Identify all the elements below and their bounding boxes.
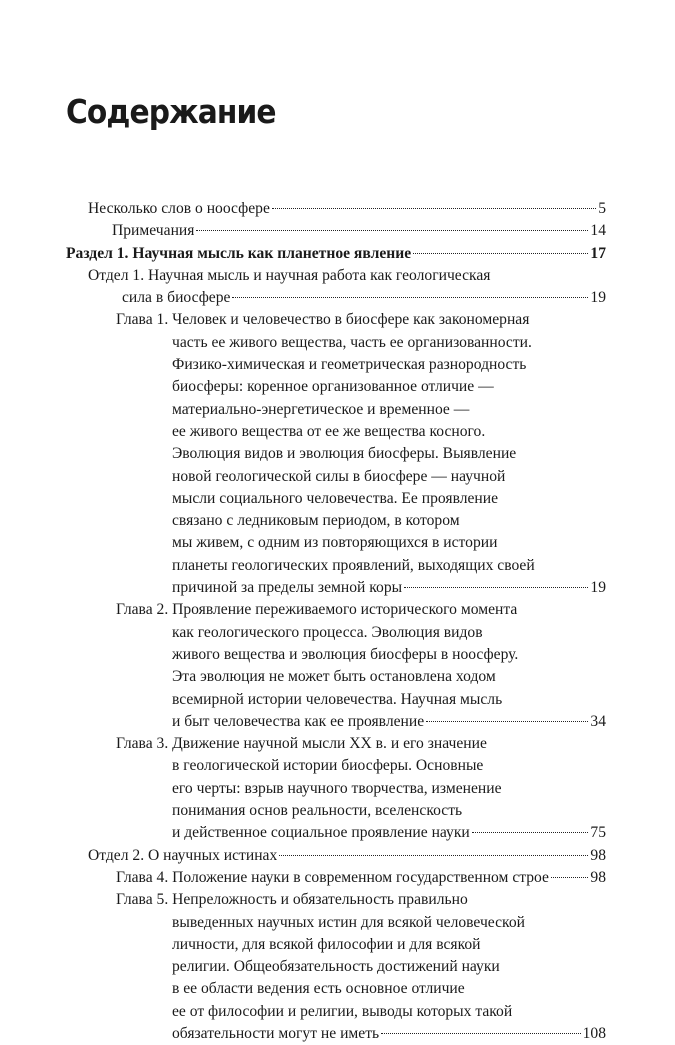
toc-entry-text: Примечания	[112, 222, 195, 240]
toc-entry-text: мы живем, с одним из повторяющихся в истории	[172, 534, 498, 552]
toc-entry[interactable]	[66, 243, 606, 265]
toc-leader-dots	[413, 253, 588, 254]
toc-entry-text: Глава 2. Проявление переживаемого исторического момента	[116, 601, 518, 619]
toc-entry[interactable]	[66, 845, 606, 867]
toc-entry-text: Глава 5. Непреложность и обязательность правильно	[116, 891, 468, 909]
toc-page-number: 75	[590, 824, 606, 842]
toc-leader-dots	[196, 230, 588, 231]
toc-entry-text: религии. Общеобязательность достижений науки	[172, 958, 500, 976]
toc-entry-text: и действенное социальное проявление науки	[172, 824, 470, 842]
toc-leader-dots	[232, 297, 588, 298]
toc-entry-text: обязательности могут не иметь	[172, 1024, 380, 1042]
toc-entry-text: Отдел 2. О научных истинах	[88, 846, 278, 864]
page-title: Содержание	[66, 92, 276, 131]
toc-entry-text: мысли социального человечества. Ее проявление	[172, 489, 499, 507]
toc-entry-text: и быт человечества как ее проявление	[172, 712, 425, 730]
toc-entry[interactable]	[66, 220, 606, 242]
toc-page-number: 19	[590, 579, 606, 597]
toc-entry-text: понимания основ реальности, вселенскость	[172, 802, 463, 820]
toc-entry-text: новой геологической силы в биосфере — научной	[172, 467, 506, 485]
toc-entry[interactable]	[66, 265, 606, 310]
toc-leader-dots	[381, 1033, 580, 1034]
toc-leader-dots	[404, 587, 588, 588]
toc-page-number: 5	[598, 200, 606, 217]
toc-entry[interactable]	[66, 733, 606, 844]
toc-entry-text: его черты: взрыв научного творчества, изменение	[172, 779, 502, 797]
toc-entry-text: Глава 4. Положение науки в современном государственном строе	[116, 868, 549, 886]
toc-entry[interactable]	[66, 889, 606, 1045]
toc-page-number: 98	[590, 868, 606, 886]
toc-leader-dots	[272, 208, 596, 209]
toc-entry-text: часть ее живого вещества, часть ее организованности.	[172, 333, 532, 351]
toc-page-number: 98	[590, 846, 606, 864]
toc-entry-text: Глава 1. Человек и человечество в биосфере как закономерная	[116, 311, 530, 329]
toc-entry[interactable]	[66, 198, 606, 220]
toc-leader-dots	[551, 877, 588, 878]
toc-entry-text: ее от философии и религии, выводы которых такой	[172, 1002, 513, 1020]
toc-page-number: 17	[590, 244, 606, 262]
toc-entry-text: Отдел 1. Научная мысль и научная работа как геологическая	[88, 266, 491, 284]
toc-entry-text: причиной за пределы земной коры	[172, 579, 403, 597]
toc-entry-text: Физико-химическая и геометрическая разнородность	[172, 356, 527, 374]
toc-entry-text: Раздел 1. Научная мысль как планетное явление	[66, 244, 412, 262]
toc-entry-text: в геологической истории биосферы. Основные	[172, 757, 484, 775]
toc-entry-text: живого вещества и эволюция биосферы в ноосферу.	[172, 645, 519, 663]
toc-entry-text: всемирной истории человечества. Научная мысль	[172, 690, 503, 708]
toc-leader-dots	[426, 721, 588, 722]
toc-leader-dots	[279, 855, 588, 856]
toc-page-number: 14	[590, 222, 606, 240]
toc-entry-text: Эта эволюция не может быть остановлена ходом	[172, 668, 496, 686]
toc-entry-text: в ее области ведения есть основное отличие	[172, 980, 465, 998]
toc-entry[interactable]	[66, 867, 606, 889]
toc-entry-text: как геологического процесса. Эволюция видов	[172, 623, 483, 641]
toc-entry-text: выведенных научных истин для всякой человеческой	[172, 913, 525, 931]
toc-entry-text: планеты геологических проявлений, выходящих своей	[172, 556, 535, 574]
toc-page-number: 108	[582, 1024, 606, 1042]
toc-entry-text: ее живого вещества от ее же вещества косного.	[172, 422, 486, 440]
table-of-contents	[66, 198, 606, 1045]
toc-page-number: 19	[590, 289, 606, 307]
toc-leader-dots	[472, 832, 589, 833]
toc-entry[interactable]	[66, 309, 606, 599]
toc-entry-text: Эволюция видов и эволюция биосферы. Выявление	[172, 445, 517, 463]
toc-entry-text: материально-энергетическое и временное —	[172, 400, 470, 418]
toc-entry-text: сила в биосфере	[122, 289, 231, 307]
toc-page-number: 34	[590, 712, 606, 730]
toc-entry-text: Несколько слов о ноосфере	[88, 200, 270, 217]
toc-entry-text: связано с ледниковым периодом, в котором	[172, 512, 460, 530]
toc-entry-text: биосферы: коренное организованное отличие —	[172, 378, 494, 396]
toc-entry-text: личности, для всякой философии и для всякой	[172, 935, 481, 953]
toc-entry-text: Глава 3. Движение научной мысли XX в. и его значение	[116, 735, 487, 753]
toc-entry[interactable]	[66, 599, 606, 733]
